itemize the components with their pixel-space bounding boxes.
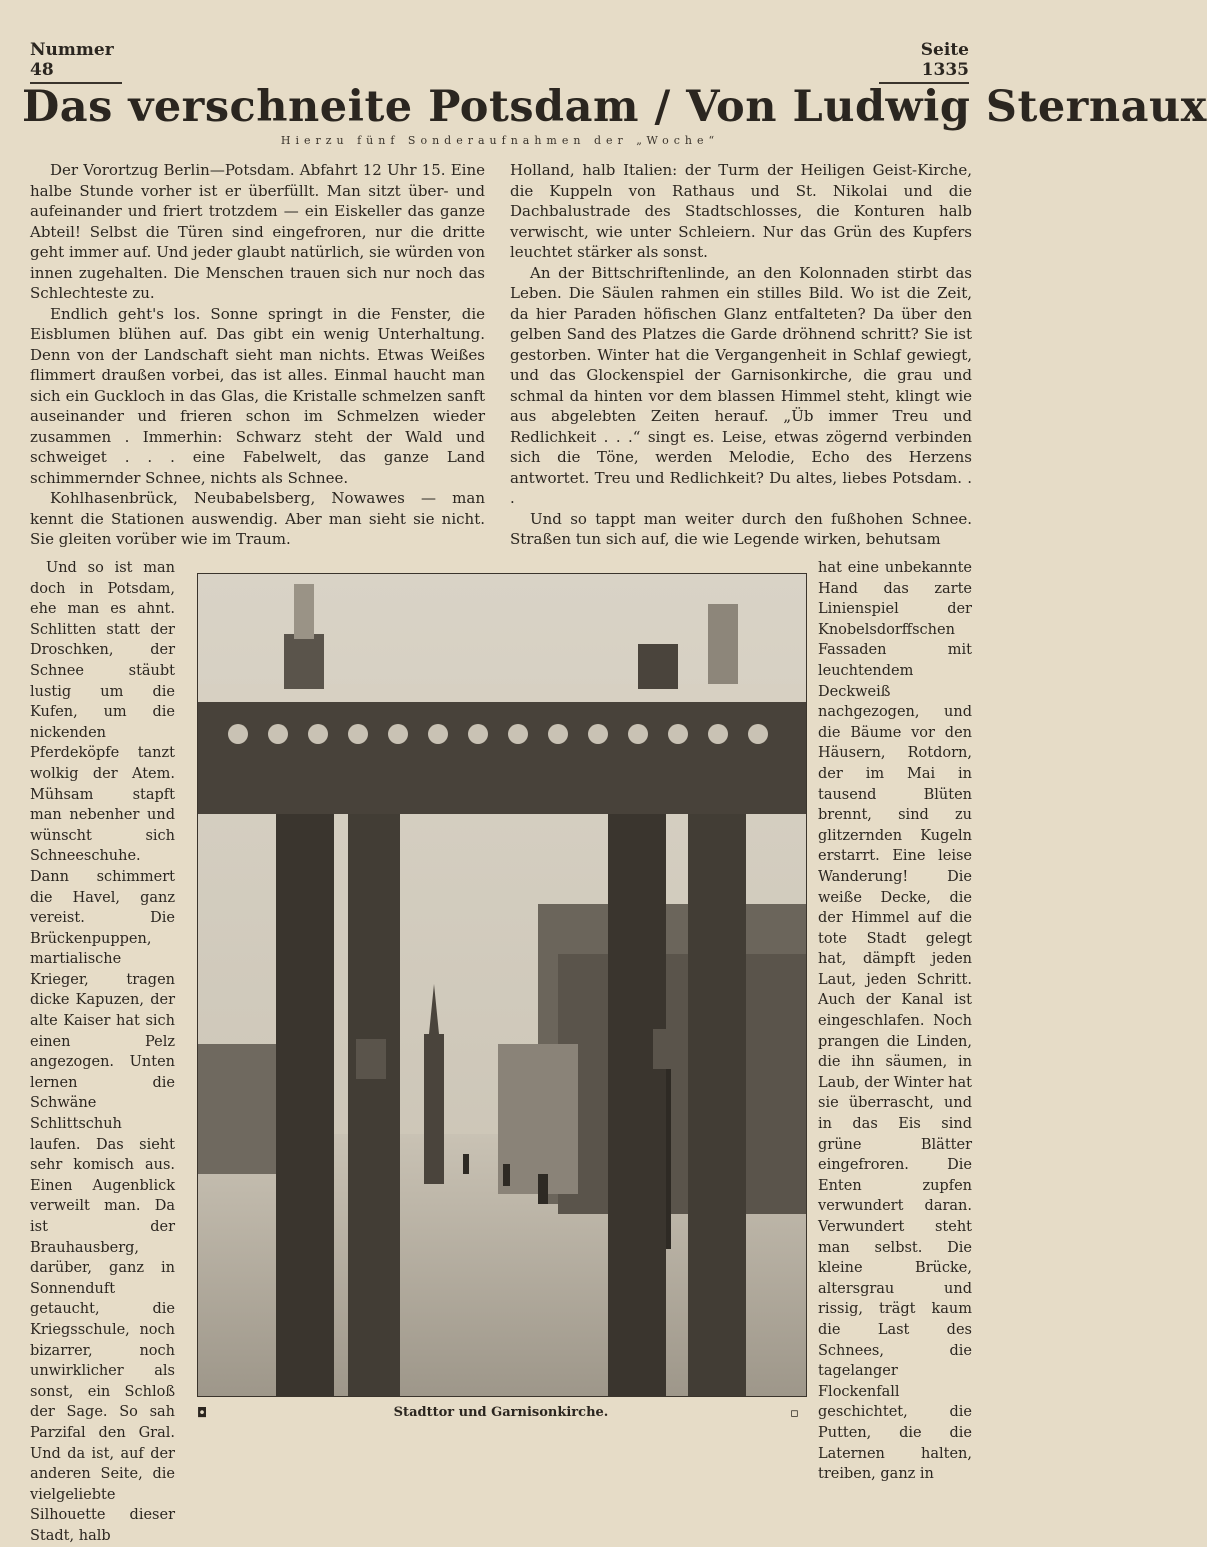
article-subtitle: Hierzu fünf Sonderaufnahmen der „Woche“ — [280, 134, 720, 147]
column-narrow-left — [30, 558, 175, 1547]
paragraph: Der Vorortzug Berlin—Potsdam. Abfahrt 12 Uhr 15. Eine halbe Stunde vorher ist er überfüllt. Man sitzt über- und aufeinander und friert trotzdem — ein Eiskeller das ganze Abteil! Selbst die Türen sind eingefroren, nur die dritte geht immer auf. Und jeder glaubt natürlich, sie würden von innen zugehalten. Die Menschen trauen sich nur noch das Schlechteste zu. — [30, 161, 485, 302]
issue-number: Nummer 48 — [30, 40, 122, 84]
caption-mark-right: ▫ — [790, 1406, 799, 1421]
photograph-city-gate — [197, 573, 807, 1397]
page-number: Seite 1335 — [879, 40, 969, 84]
article-title: Das verschneite Potsdam / Von Ludwig Sternaux — [22, 82, 1207, 132]
caption-mark-left: ◘ — [197, 1406, 208, 1421]
paragraph: Endlich geht's los. Sonne springt in die Fenster, die Eisblumen blühen auf. Das gibt ein wenig Unterhaltung. Denn von der Landschaft sieht man nichts. Etwas Weißes flimmert draußen vorbei, das ist alles. Einmal haucht man sich ein Guckloch in das Glas, die Kristalle schmelzen sanft auseinander und frieren schon im Schmelzen wieder zusammen . Immerhin: Schwarz steht der Wald und schweiget . . . eine Fabelwelt, das ganze Land schimmernder Schnee, nichts als Schnee. — [30, 304, 485, 487]
paragraph: Und so ist man doch in Potsdam, ehe man es ahnt. Schlitten statt der Droschken, der Schnee stäubt lustig um die Kufen, um die nickenden Pferdeköpfe tanzt wolkig der Atem. Mühsam stapft man nebenher und wünscht sich Schneeschuhe. Dann schimmert die Havel, ganz vereist. Die Brückenpuppen, martialische Krieger, tragen dicke Kapuzen, der alte Kaiser hat sich einen Pelz angezogen. Unten lernen die Schwäne Schlittschuh laufen. Das sieht sehr komisch aus. Einen Augenblick verweilt man. Da ist der Brauhausberg, darüber, ganz in Sonnenduft getaucht, die Kriegsschule, noch bizarrer, noch unwirklicher als sonst, ein Schloß der Sage. So sah Parzifal den Gral. Und da ist, auf der anderen Seite, die vielgeliebte Silhouette dieser Stadt, halb — [30, 560, 175, 1544]
photo-illustration — [198, 574, 806, 1396]
column-narrow-right — [818, 558, 972, 1485]
paragraph: Kohlhasenbrück, Neubabelsberg, Nowawes — man kennt die Stationen auswendig. Aber man sieht sie nicht. Sie gleiten vorüber wie im Traum. — [30, 489, 485, 548]
paragraph: hat eine unbekannte Hand das zarte Linienspiel der Knobelsdorffschen Fassaden mit leuchtendem Deckweiß nachgezogen, und die Bäume vor den Häusern, Rotdorn, der im Mai in tausend Blüten brennt, sind zu glitzernden Kugeln erstarrt. Eine leise Wanderung! Die weiße Decke, die der Himmel auf die tote Stadt gelegt hat, dämpft jeden Laut, jeden Schritt. Auch der Kanal ist eingeschlafen. Noch prangen die Linden, die ihn säumen, in Laub, der Winter hat sie überrascht, und in das Eis sind grüne Blätter eingefroren. Die Enten zupfen verwundert daran. Verwundert steht man selbst. Die kleine Brücke, altersgrau und rissig, trägt kaum die Last des Schnees, die tagelanger Flockenfall geschichtet, die Putten, die die Laternen halten, treiben, ganz in — [818, 560, 972, 1483]
paragraph: An der Bittschriftenlinde, an den Kolonnaden stirbt das Leben. Die Säulen rahmen ein stilles Bild. Wo ist die Zeit, da hier Paraden höfischen Glanz entfalteten? Da über den gelben Sand des Platzes die Garde dröhnend schritt? Sie ist gestorben. Winter hat die Vergangenheit in Schlaf gewiegt, und das Glockenspiel der Garnisonkirche, die grau und schmal da hinten vor dem blassen Himmel steht, klingt wie aus abgelebten Zeiten herauf. „Üb immer Treu und Redlichkeit . . .“ singt es. Leise, etwas zögernd verbinden sich die Töne, werden Melodie, Echo des Herzens antwortet. Treu und Redlichkeit? Du altes, liebes Potsdam. . . — [510, 263, 972, 507]
column-left-top — [30, 160, 485, 550]
paragraph: Und so tappt man weiter durch den fußhohen Schnee. Straßen tun sich auf, die wie Legende wirken, behutsam — [510, 509, 972, 548]
photo-caption: Stadttor und Garnisonkirche. — [393, 1405, 609, 1420]
column-right-top — [510, 160, 972, 550]
paragraph: Holland, halb Italien: der Turm der Heiligen Geist-Kirche, die Kuppeln von Rathaus und St. Nikolai und die Dachbalustrade des Stadtschlosses, die Konturen halb verwischt, wie unter Schleiern. Nur das Grün des Kupfers leuchtet stärker als sonst. — [510, 161, 972, 261]
